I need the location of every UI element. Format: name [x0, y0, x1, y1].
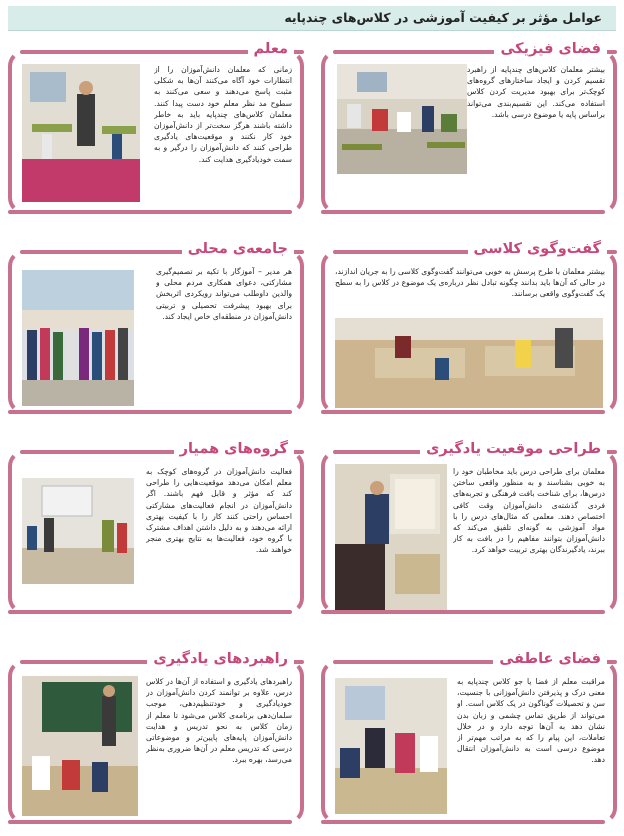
section-text: معلمان برای طراحی درس باید مخاطبان خود را به خوبی بشناسند و به منظور واقعی ساختن درس‌ها، برای شناخت بافت فرهنگی و تجربه‌های فردی گذشته‌ی دانش‌آموزان وقت کافی اختصاص دهند. معلمی که مثال‌های درس را با مواد آموزشی به گونه‌ای تلفیق می‌کند که دانش‌آموزان بتوانند مفاهیم را در بافت به کار ببرند، یادگیرندگان بهتری تربیت خواهد کرد.: [453, 467, 605, 555]
page-title: عوامل مؤثر بر کیفیت آموزشی در کلاس‌های چندپایه: [284, 10, 602, 25]
card-teacher: [8, 41, 304, 214]
section-title: جامعه‌ی محلی: [182, 239, 294, 259]
classroom-photo: [22, 676, 138, 816]
classroom-photo: [22, 478, 134, 584]
section-text: بیشتر معلمان با طرح پرسش به خوبی می‌توانند گفت‌وگوی کلاسی را به جریان اندازند، در حالی که آن‌ها باید بدانند چگونه تبادل نظر درباره‌ی یک موضوع در کلاس را به سطح یک گفت‌وگوی واقعی برسانند.: [335, 267, 605, 299]
page-header: [8, 6, 616, 31]
community-photo: [22, 270, 134, 406]
card-learning-situation-design: [321, 441, 617, 614]
section-text: بیشتر معلمان کلاس‌های چندپایه از راهبرد تقسیم کردن و ایجاد ساختارهای گروه‌های کوچک‌تر برای بهبود مدیریت کردن کلاس استفاده می‌کند. این تقسیم‌بندی می‌تواند براساس پایه یا موضوع درسی باشد.: [467, 65, 605, 119]
card-physical-space: [321, 41, 617, 214]
section-title: فضای فیزیکی: [494, 39, 607, 59]
section-title: معلم: [248, 39, 294, 59]
card-emotional-space: [321, 651, 617, 824]
section-text: راهبردهای یادگیری و استفاده از آن‌ها در کلاس درس، علاوه بر توانمند کردن دانش‌آموزان در خودیادگیری و خودتنظیم‌دهی، موجب سلمان‌دهی برنامه‌ی کلاس می‌شود تا معلم از زمان کلاس به نحو تدریس و هدایت دانش‌آموزان پایه‌های پایین‌تر و موضوعاتی درسی که تدریس معلم در آن‌ها ضروری به‌نظر می‌رسد، بهره ببرد.: [146, 677, 292, 765]
classroom-photo: [22, 64, 140, 202]
section-text: زمانی که معلمان دانش‌آموزان را از انتظارات خود آگاه می‌کنند آن‌ها به شکلی مثبت پاسخ می‌دهند و سعی می‌کنند به سطوح مد نظر معلم خود دست پیدا کنند. معلمان کلاس‌های چندپایه باید به خاطر داشته باشند هرگز سخت‌تر از دانش‌آموزان خود کار نکنند و موقعیت‌های یادگیری طراحی کنند که دانش‌آموزان را درگیر و به سمت خودیادگیری هدایت کند.: [154, 65, 292, 164]
classroom-photo: [335, 318, 603, 408]
classroom-photo: [337, 64, 467, 174]
classroom-photo: [335, 678, 447, 814]
classroom-photo: [335, 464, 447, 610]
section-text: فعالیت دانش‌آموزان در گروه‌های کوچک به معلم امکان می‌دهد موقعیت‌هایی را طراحی کند که مؤثر و قابل فهم باشند. اگر دانش‌آموزان در انجام فعالیت‌های مشارکتی احساس راحتی کنند کار را با کیفیت بهتری ارائه می‌دهند و به دلیل داشتن اهداف مشترک با گروه خود، فعالیت‌ها به نتایج بهتری منجر خواهند شد.: [146, 467, 292, 555]
card-peer-groups: [8, 441, 304, 614]
section-title: طراحی موقعیت یادگیری: [420, 439, 607, 459]
section-title: فضای عاطفی: [493, 649, 607, 669]
section-title: گفت‌وگوی کلاسی: [468, 239, 607, 259]
card-class-conversation: [321, 241, 617, 414]
section-title: گروه‌های همیار: [174, 439, 294, 459]
card-local-community: [8, 241, 304, 414]
card-learning-strategies: [8, 651, 304, 824]
section-title: راهبردهای یادگیری: [147, 649, 294, 669]
section-text: مراقبت معلم از فضا یا جو کلاس چندپایه به معنی درک و پذیرفتن دانش‌آموزانی با جنسیت، سن و تحصیلات گوناگون در یک کلاس است. او می‌تواند از طریق تماس چشمی و زبان بدن نشان دهد به آن‌ها توجه دارد و در خلال تعاملات، این پیام را که به مراتب مهم‌تر از موضوع درسی است به دانش‌آموزان انتقال دهد.: [457, 677, 605, 765]
section-text: هر مدیر – آموزگار با تکیه بر تصمیم‌گیری مشارکتی، دعوای همکاری مردم محلی و والدین داوطلب می‌تواند رویکردی اثربخش برای بهبود پیشرفت تحصیلی و تربیتی دانش‌آموزان در منطقه‌ای خاص ایجاد کند.: [156, 267, 292, 321]
